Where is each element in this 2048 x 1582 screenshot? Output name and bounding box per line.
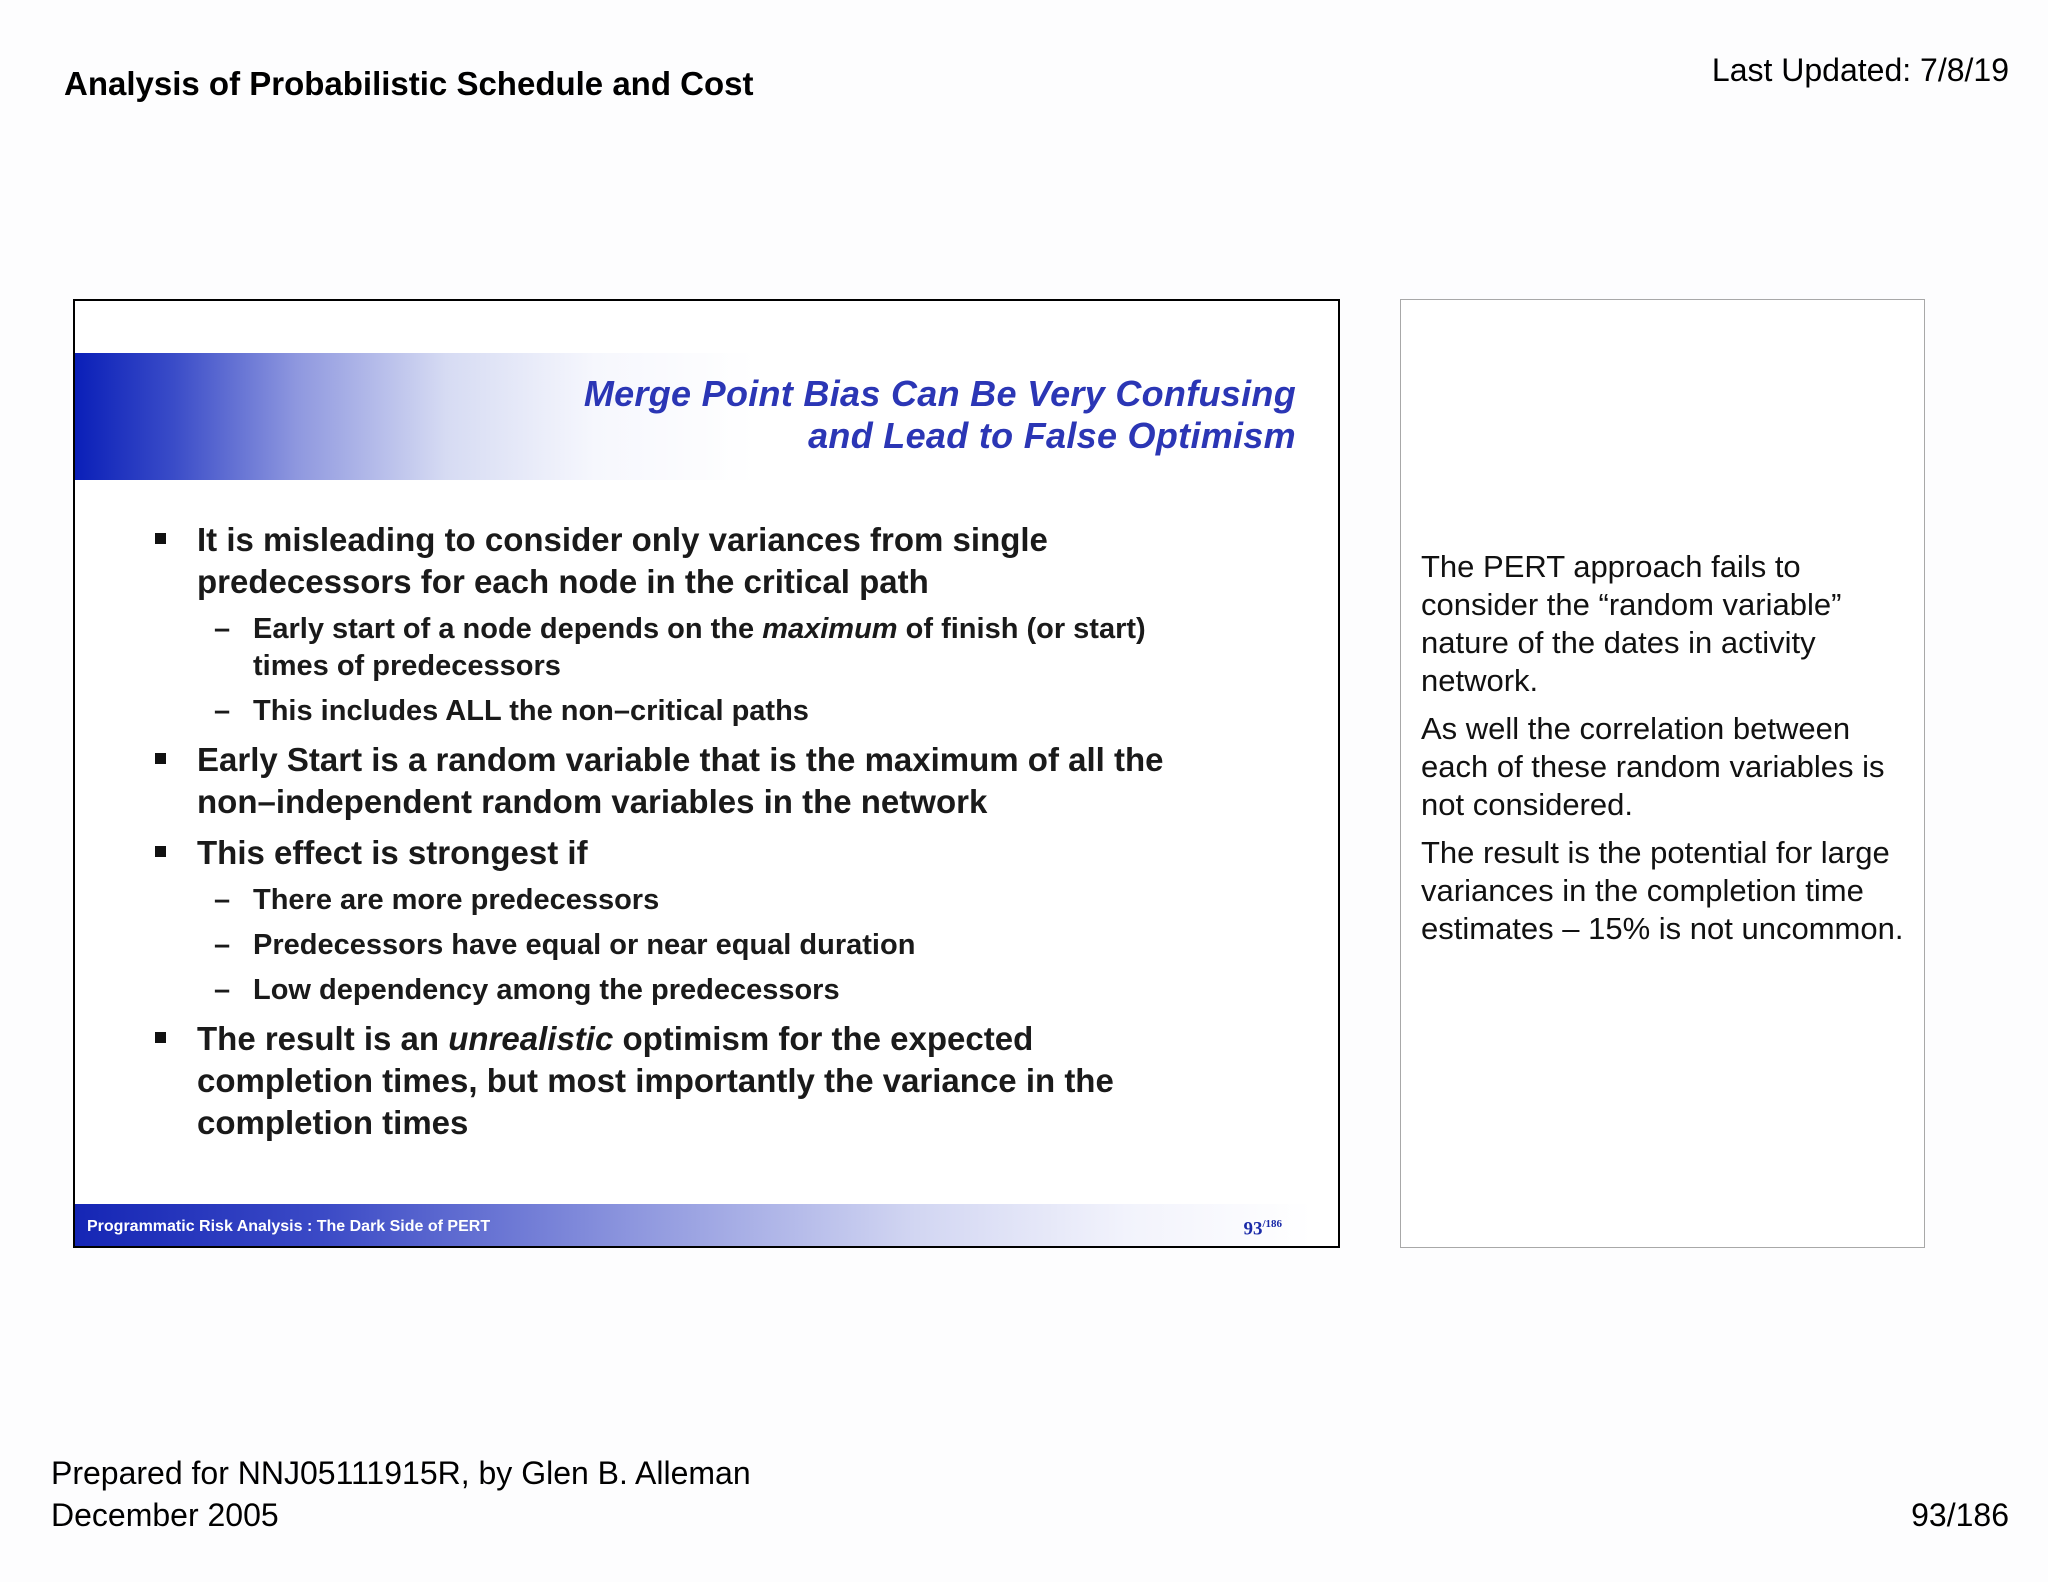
bullet-line: predecessors for each node in the critical path <box>197 563 929 600</box>
document-title: Analysis of Probabilistic Schedule and Cost <box>64 65 754 102</box>
square-bullet-icon <box>155 753 166 764</box>
sub-bullet-line: This includes ALL the non–critical paths <box>253 695 809 727</box>
notes-paragraph: The result is the potential for large variances in the completion time estimates – 15% is not uncommon. <box>1421 835 1904 946</box>
sub-bullet-line: Low dependency among the predecessors <box>253 974 840 1006</box>
bullet-line: completion times <box>197 1104 469 1141</box>
bullet-item <box>75 739 1315 823</box>
slide-image <box>73 299 1340 1248</box>
dash-bullet-icon: – <box>214 929 231 961</box>
dash-bullet-icon: – <box>214 884 231 916</box>
prepared-line: Prepared for NNJ05111915R, by Glen B. Alleman <box>51 1455 751 1491</box>
square-bullet-icon <box>155 1032 166 1043</box>
page-number: 93/186 <box>1911 1497 2009 1533</box>
dash-bullet-icon: – <box>214 613 231 645</box>
notes-text <box>1421 548 1911 958</box>
sub-bullet-item <box>75 972 1315 1009</box>
slide-bullet-list <box>75 519 1315 1144</box>
bullet-line: completion times, but most importantly the variance in the <box>197 1062 1114 1099</box>
last-updated-date: Last Updated: 7/8/19 <box>1711 52 2009 88</box>
sub-bullet-line: There are more predecessors <box>253 884 660 916</box>
bullet-item <box>75 832 1315 874</box>
prepared-by <box>51 1452 751 1536</box>
sub-bullet-item <box>75 927 1315 964</box>
sub-bullet-line: times of predecessors <box>253 650 561 682</box>
bullet-item <box>75 1018 1315 1144</box>
sub-bullet-item <box>75 611 1315 685</box>
dash-bullet-icon: – <box>214 974 231 1006</box>
slide-footer-band <box>75 1204 1312 1246</box>
notes-paragraph: The PERT approach fails to consider the “random variable” nature of the dates in activity network. <box>1421 549 1842 698</box>
sub-bullet-line: Early start of a node depends on the maximum of finish (or start) <box>253 613 1146 645</box>
slide-footer-text: Programmatic Risk Analysis : The Dark Side of PERT <box>87 1218 491 1235</box>
slide-title-line-2: and Lead to False Optimism <box>808 415 1296 456</box>
square-bullet-icon <box>155 533 166 544</box>
sub-bullet-item <box>75 693 1315 730</box>
prepared-date: December 2005 <box>51 1497 279 1533</box>
slide-page-number: $93^{/186}$ <box>1243 1217 1282 1239</box>
notes-panel <box>1400 299 1925 1248</box>
bullet-line: Early Start is a random variable that is the maximum of all the <box>197 741 1164 778</box>
bullet-line: The result is an unrealistic optimism for the expected <box>197 1020 1034 1057</box>
bullet-line: It is misleading to consider only variances from single <box>197 521 1048 558</box>
slide-title-line-1: Merge Point Bias Can Be Very Confusing <box>583 373 1296 414</box>
notes-paragraph: As well the correlation between each of these random variables is not considered. <box>1421 711 1885 822</box>
bullet-item <box>75 519 1315 603</box>
bullet-line: This effect is strongest if <box>197 834 588 871</box>
sub-bullet-line: Predecessors have equal or near equal duration <box>253 929 916 961</box>
slide-title <box>584 373 1296 457</box>
bullet-line: non–independent random variables in the network <box>197 783 988 820</box>
dash-bullet-icon: – <box>214 695 231 727</box>
square-bullet-icon <box>155 846 166 857</box>
sub-bullet-item <box>75 882 1315 919</box>
